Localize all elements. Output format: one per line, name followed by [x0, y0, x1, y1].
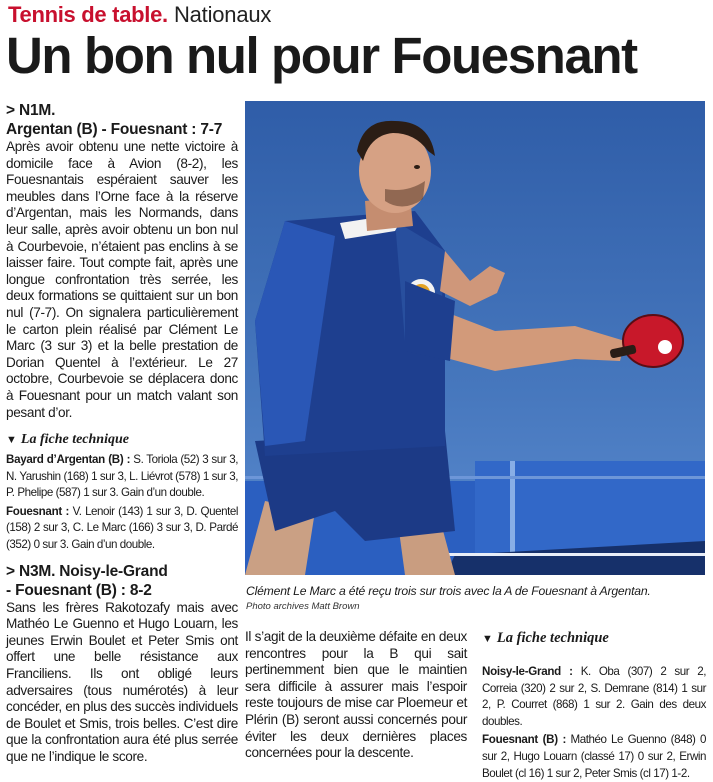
player-illustration — [245, 101, 705, 575]
photo-credit: Photo archives Matt Brown — [246, 601, 360, 612]
article-paragraph: Sans les frères Rakotozafy mais avec Mathéo Le Guenno et Hugo Louarn, les jeunes Erwin Boulet et Peter Smis ont offert une belle résistance aux Franciliens. Ils ont obligé leurs adversaires (tous numérotés) à leur concéder, en plus des succès individuels de Boulet et Smis, trois belles. C’est dire que la confrontation aura été plus serrée que ne l’indique le score. — [6, 599, 238, 764]
team-name: Noisy-le-Grand : — [482, 665, 573, 678]
fiche-team-noisy — [482, 664, 706, 730]
fiche-technique-n1m — [6, 431, 238, 554]
match-score-title: Argentan (B) - Fouesnant : 7-7 — [6, 121, 223, 138]
rubric-label: Tennis de table. — [8, 2, 168, 27]
fiche-team-argentan — [6, 452, 238, 502]
division-match-title-line2: - Fouesnant (B) : 8-2 — [6, 581, 152, 599]
team-name: Bayard d’Argentan (B) : — [6, 453, 131, 467]
triangle-down-icon: ▼ — [6, 434, 17, 447]
headline: Un bon nul pour Fouesnant — [6, 27, 637, 84]
photo-caption: Clément Le Marc a été reçu trois sur trois avec la A de Fouesnant à Argentan. — [246, 584, 651, 598]
fiche-team-fouesnant-b — [482, 732, 706, 782]
article-paragraph-continued: Il s’agit de la deuxième défaite en deux rencontres pour la B qui sait pertinemment bien que le maintien sera difficile à assurer mais l’espoir reste toujours de mise car Ploemeur et Plérin (B) seront aussi concernés pour éviter les deux dernières places concernées pour la descente. — [245, 629, 467, 761]
fiche-title — [482, 629, 706, 648]
middle-column — [245, 629, 467, 762]
article-photo — [245, 101, 705, 575]
fiche-title-label: La fiche technique — [496, 630, 609, 646]
triangle-down-icon: ▼ — [482, 633, 493, 645]
team-results: K. Oba (307) 2 sur 2, Correia (320) 2 sur 2, S. Demrane (814) 1 sur 2, P. Courret (868) 1 sur 2. Gain des deux doubles. — [482, 665, 706, 728]
team-name: Fouesnant (B) : — [482, 733, 567, 747]
team-results: V. Lenoir (143) 1 sur 3, D. Quentel (158) 2 sur 3, C. Le Marc (166) 3 sur 3, D. Pardé (352) 0 sur 3. Gain d’un double. — [6, 504, 238, 552]
section-n1m — [6, 101, 238, 421]
division-match-title-line1: > N3M. Noisy-le-Grand — [6, 562, 168, 580]
article-paragraph: Après avoir obtenu une nette victoire à domicile face à Avion (8-2), les Fouesnantais espéraient sauver les meubles dans l’Orne face à la réserve d’Argentan, mais les Normands, dans leur salle, après avoir obtenu un bon nul à Courbevoie, n’étaient pas enclins à se laisser faire. Tout compte fait, après une longue confrontation très serrée, les deux formations se quittaient sur un bon nul (7-7). On signalera particulièrement le carton plein réalisé par Clément Le Marc (3 sur 3) et la belle prestation de Dorian Quentel à l’extérieur. Le 27 octobre, Courbevoie se déplacera donc à Fouesnant pour un match valant son pesant d’or. — [6, 139, 238, 420]
subrubric-label: Nationaux — [173, 2, 272, 27]
team-results: Mathéo Le Guenno (848) 0 sur 2, Hugo Louarn (classé 17) 0 sur 2, Erwin Boulet (cl 16) 1 sur 2, Peter Smis (cl 17) 1-2. — [482, 733, 706, 780]
right-column — [482, 629, 706, 782]
fiche-team-fouesnant — [6, 504, 238, 554]
team-results: S. Toriola (52) 3 sur 3, N. Yarushin (168) 1 sur 3, L. Liévrot (578) 1 sur 3, P. Phelipe (587) 1 sur 3. Gain d’un double. — [6, 453, 238, 500]
left-column — [6, 101, 238, 766]
division-label: > N1M. — [6, 102, 56, 119]
section-n3m — [6, 562, 238, 766]
kicker — [8, 2, 271, 28]
fiche-title — [6, 431, 238, 449]
team-name: Fouesnant : — [6, 504, 70, 518]
fiche-title-label: La fiche technique — [20, 432, 129, 448]
